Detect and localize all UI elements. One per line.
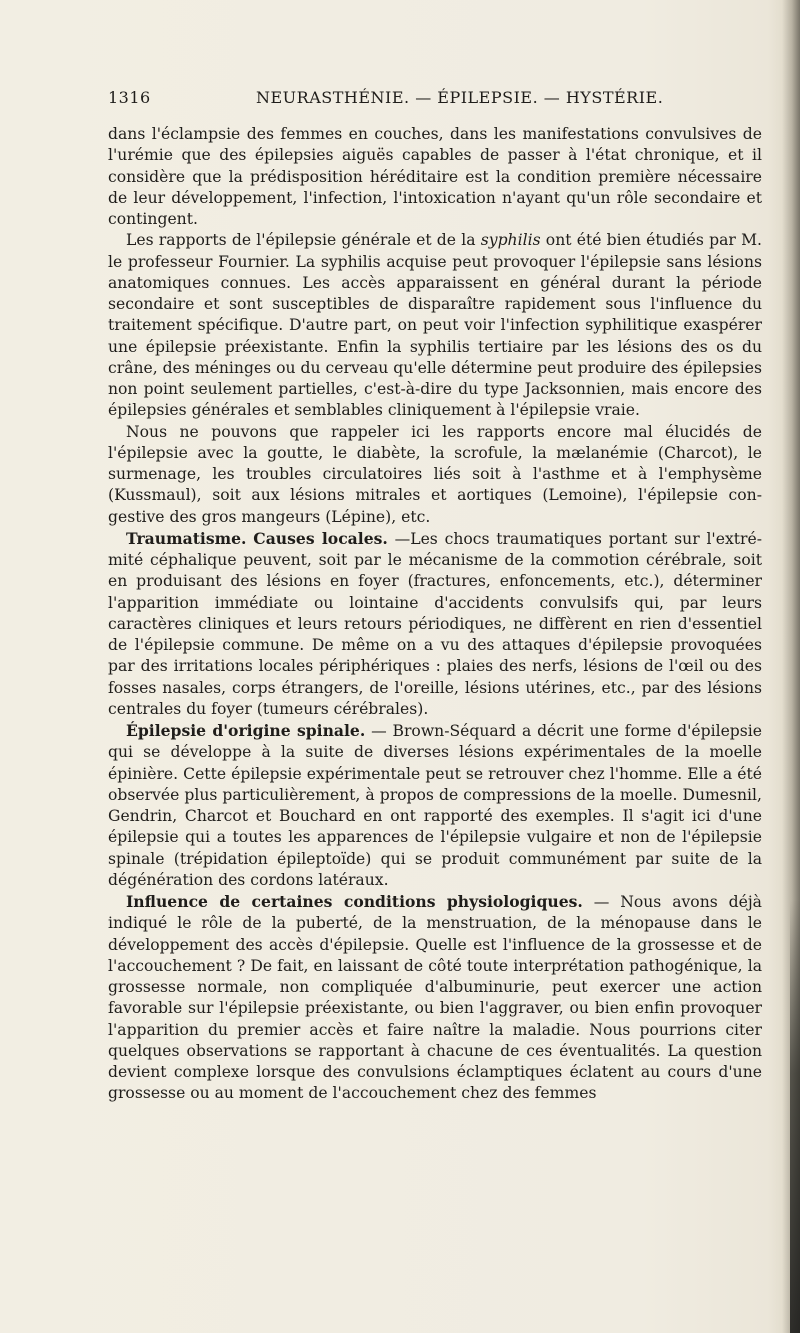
paragraph-1: dans l'éclampsie des femmes en couches, dans les manifestations convulsives de l'urémie que des épilepsies aiguës capables de passer à l'état chronique, et il considère que la prédisposition héréditaire est la condition première nécessaire de leur développement, l'infection, l'intoxication n'ayant qu'un rôle secondaire et contingent. — [108, 125, 762, 228]
heading-traumatisme: Traumatisme. — [126, 528, 247, 548]
body-text — [108, 124, 762, 1105]
paragraph-5 — [108, 720, 762, 891]
paragraph-2-text-b: ont été bien étudiés par M. le professeur Fournier. La syphilis acquise peut provoquer l'épilepsie sans lésions anatomiques connues. Les accès apparaissent en général durant la période secondaire et sont susceptibles de disparaître rapidement sous l'influence du traitement spécifique. D'autre part, on peut voir l'infection syphilitique exaspérer une épilepsie préexistante. Enfin la syphilis tertiaire par les lésions des os du crâne, des méninges ou du cerveau qu'elle détermine peut produire des épilepsies non point seulement partielles, c'est-à-dire du type Jacksonnien, mais encore des épilepsies générales et semblables cliniquement à l'épilepsie vraie. — [108, 231, 762, 420]
paragraph-5-text: — Brown-Séquard a décrit une forme d'épilepsie qui se développe à la suite de diverses lésions expérimentales de la moelle épinière. Cette épilepsie expérimentale peut se retrouver chez l'homme. Elle a été observée plus particulièrement, à propos de compressions de la moelle. Dumesnil, Gendrin, Charcot et Bouchard en ont rapporté des exemples. Il s'agit ici d'une épilepsie qui a toutes les apparences de l'épilepsie vulgaire et non de l'épilepsie spinale (trépidation épileptoïde) qui se produit communément par suite de la dégénération des cordons latéraux. — [108, 722, 762, 889]
heading-epilepsie-spinale: Épilepsie d'origine spinale. — [126, 721, 366, 740]
page-header — [108, 88, 768, 112]
paragraph-4-text: —Les chocs traumatiques portant sur l'extrémité céphalique peuvent, soit par le mécanisme de la commotion cérébrale, soit en produisant des lésions en foyer (fractures, enfoncements, etc.), déterminer l'apparition immédiate ou lointaine d'accidents convulsifs qui, par leurs caractères cliniques et leurs retours périodiques, ne diffèrent en rien d'essentiel de l'épilepsie commune. De même on a vu des attaques d'épilepsie provoquées par des irritations locales périphériques : plaies des nerfs, lésions de l'œil ou des fosses nasales, corps étrangers, de l'oreille, lésions utérines, etc., par des lésions centrales du foyer (tumeurs cérébrales). — [108, 529, 762, 718]
paragraph-3: Nous ne pouvons que rappeler ici les rapports encore mal élucidés de l'épilepsie avec la goutte, le diabète, la scrofule, la mælanémie (Charcot), le surmenage, les troubles circulatoires liés soit à l'asthme et à l'emphysème (Kussmaul), soit aux lésions mitrales et aortiques (Lemoine), l'épilepsie congestive des gros mangeurs (Lépine), etc. — [108, 422, 762, 526]
paragraph-2-text-a: Les rapports de l'épilepsie générale et de la — [126, 231, 481, 250]
syphilis-term: syphilis — [480, 231, 541, 250]
heading-conditions-physiologiques: Influence de certaines conditions physiologiques. — [126, 892, 583, 911]
paragraph-6-text: — Nous avons déjà indiqué le rôle de la puberté, de la menstruation, de la ménopause dans le développement des accès d'épilepsie. Quelle est l'influence de la grossesse et de l'accouchement ? De fait, en laissant de côté toute interprétation pathogénique, la grossesse normale, non compliquée d'albuminurie, peut exercer une action favorable sur l'épilepsie préexistante, ou bien l'aggraver, ou bien enfin provoquer l'apparition du premier accès et faire naître la maladie. Nous pourrions citer quelques observations se rapportant à chacune de ces éventualités. La question devient complexe lorsque des convulsions éclamptiques éclatent au cours d'une grossesse ou au moment de l'accouchement chez des femmes — [108, 893, 762, 1103]
binding-edge — [790, 900, 800, 1333]
paragraph-4 — [108, 528, 762, 720]
page-number: 1316 — [108, 88, 151, 107]
paragraph-6 — [108, 891, 762, 1105]
heading-causes-locales: Causes locales. — [253, 528, 388, 548]
running-title: NEURASTHÉNIE. — ÉPILEPSIE. — HYSTÉRIE. — [256, 88, 664, 107]
paragraph-2 — [108, 230, 762, 421]
